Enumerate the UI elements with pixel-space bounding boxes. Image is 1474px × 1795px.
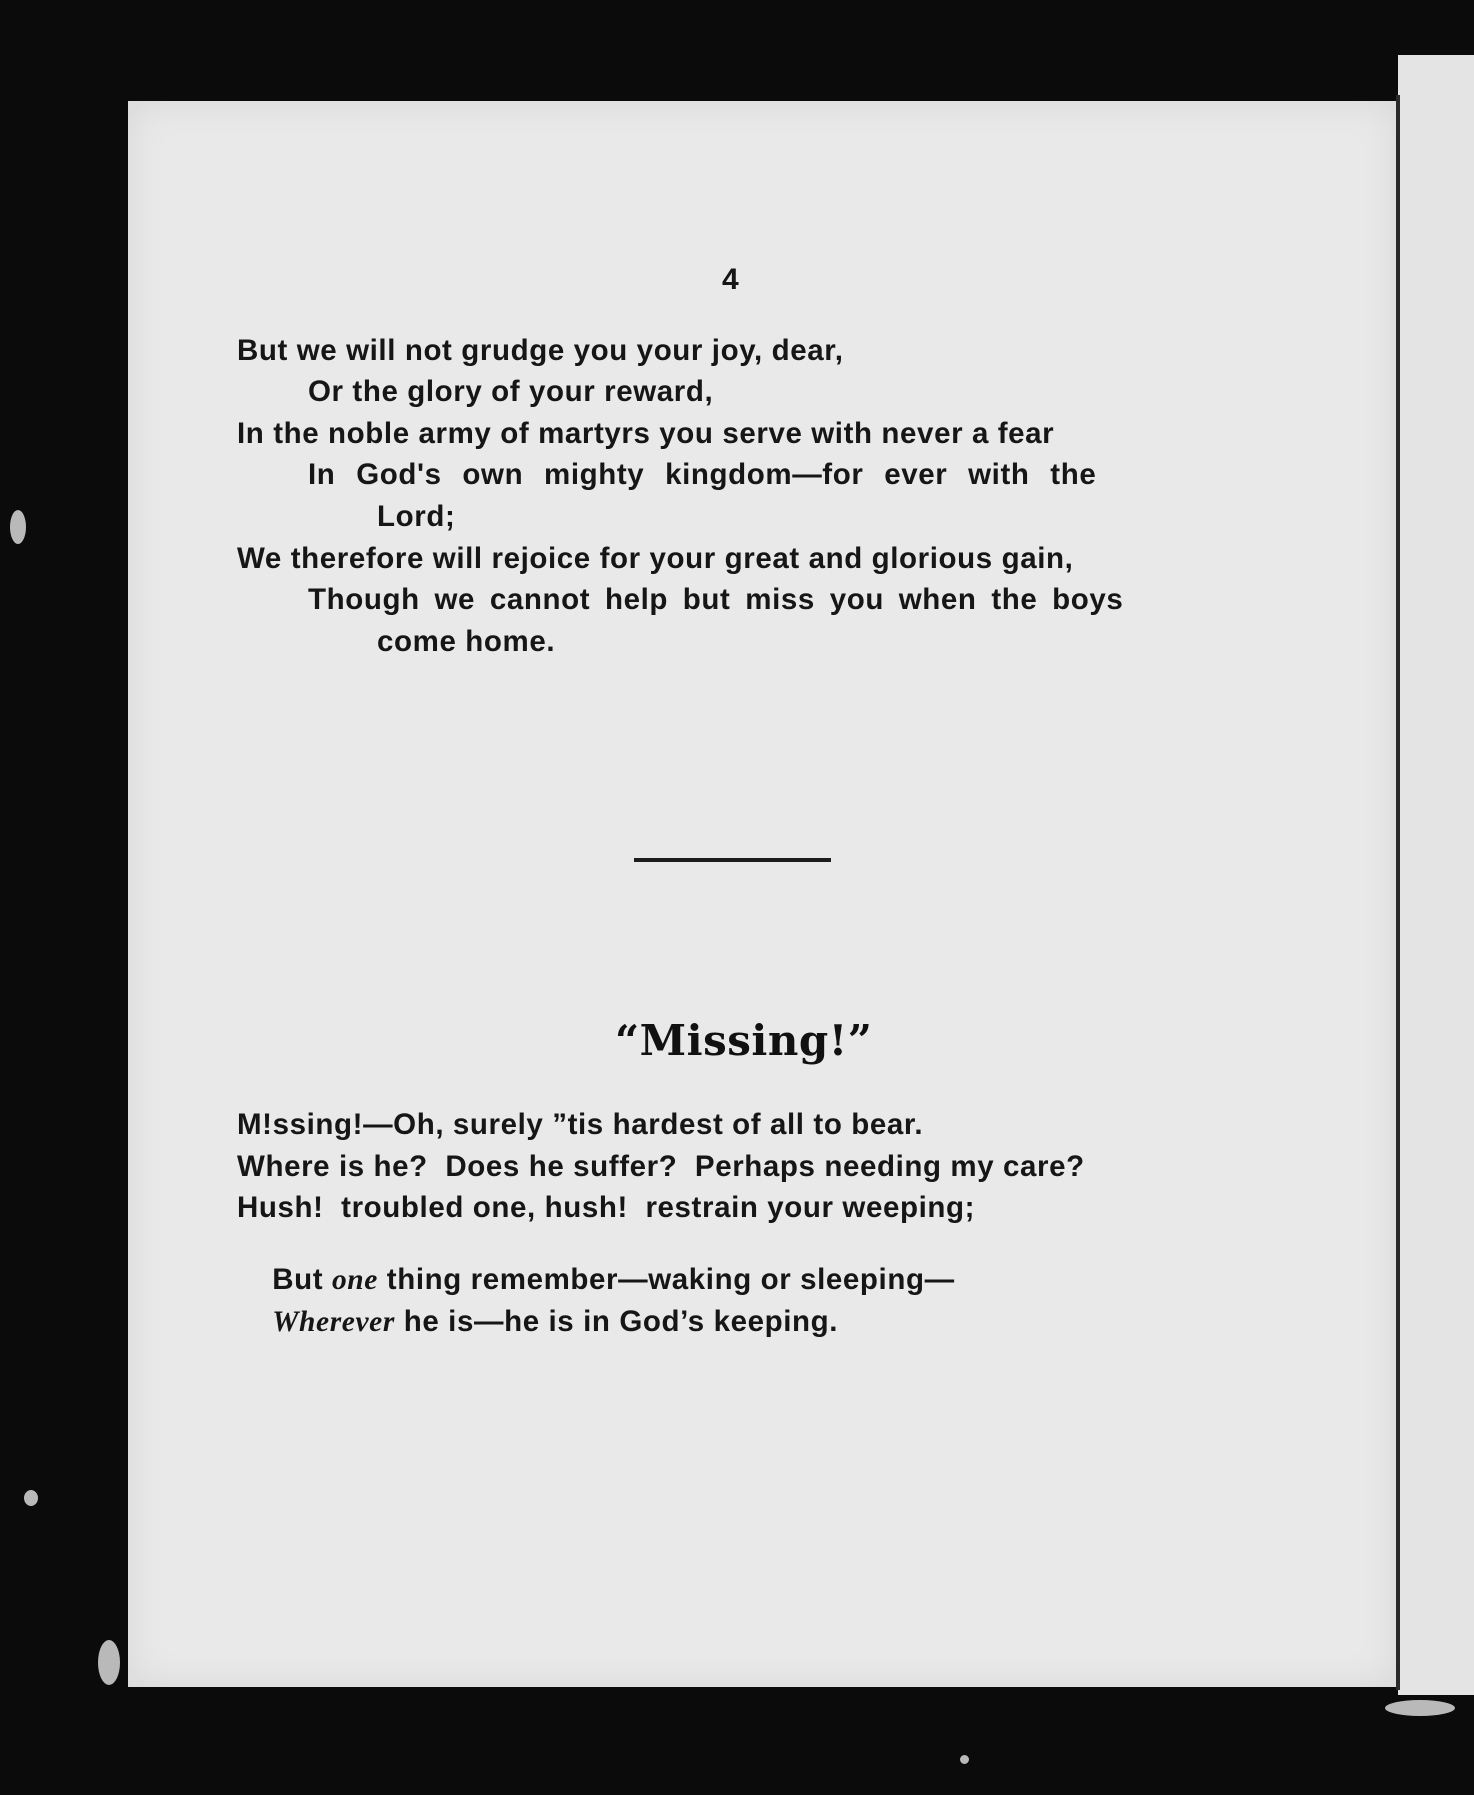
page-number: 4 — [722, 263, 739, 296]
section-divider — [634, 858, 831, 862]
film-dust-mark — [960, 1755, 969, 1764]
poem-title: “Missing!” — [615, 1016, 873, 1065]
film-dust-mark — [1385, 1700, 1455, 1716]
poem-line: In God's own mighty kingdom—for ever with the — [308, 458, 1097, 491]
poem-text: thing remember—waking or sleeping— — [378, 1262, 955, 1296]
facing-page-edge — [1398, 55, 1474, 1695]
poem-text: he is—he is in God’s keeping. — [394, 1304, 839, 1338]
poem-line: Or the glory of your reward, — [308, 375, 714, 408]
poem-line — [237, 1277, 838, 1367]
poem-line: Hush! troubled one, hush! restrain your weeping; — [237, 1191, 976, 1224]
film-dust-mark — [98, 1640, 120, 1685]
film-dust-mark — [10, 510, 26, 544]
film-dust-mark — [24, 1490, 38, 1506]
poem-line: come home. — [377, 625, 556, 658]
poem-line: Lord; — [377, 500, 456, 533]
poem-line: But we will not grudge you your joy, dear, — [237, 334, 844, 367]
poem-line: Where is he? Does he suffer? Perhaps needing my care? — [237, 1150, 1085, 1183]
poem-line: In the noble army of martyrs you serve with never a fear — [237, 417, 1055, 450]
poem-line: M!ssing!—Oh, surely ”tis hardest of all to bear. — [237, 1108, 924, 1141]
poem-line: We therefore will rejoice for your great and glorious gain, — [237, 542, 1074, 575]
emphasis-text: Wherever — [272, 1305, 395, 1338]
poem-line: Though we cannot help but miss you when the boys — [308, 583, 1124, 616]
poem-text: But — [272, 1262, 332, 1296]
page-edge-shadow — [1396, 95, 1400, 1690]
emphasis-text: one — [331, 1263, 378, 1296]
